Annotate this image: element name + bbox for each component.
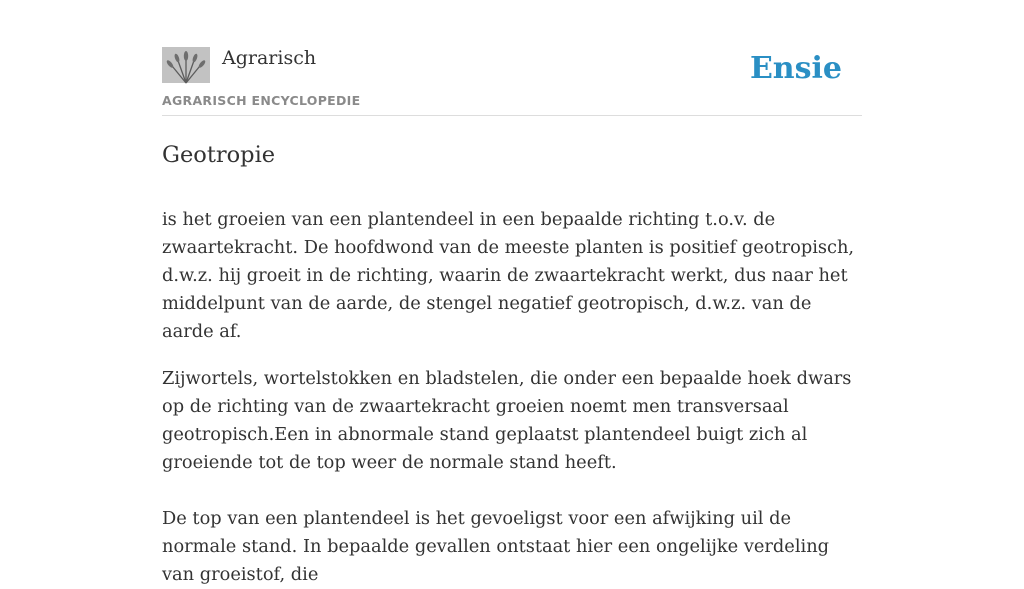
wheat-ears-icon[interactable] xyxy=(162,47,210,83)
article-paragraph: Zijwortels, wortelstokken en bladstelen, die onder een bepaalde hoek dwars op de richting van de zwaartekracht groeien noemt men transversaal geotropisch.Een in abnormale stand geplaatst plantendeel buigt zich al groeiende tot de top weer de normale stand heeft. xyxy=(162,368,852,473)
article xyxy=(162,140,862,589)
page-title: Geotropie xyxy=(162,142,276,168)
header xyxy=(162,0,862,116)
article-paragraph: De top van een plantendeel is het gevoeligst voor een afwijking uil de normale stand. In bepaalde gevallen ontstaat hier een ongelijke verdeling van groeistof, die xyxy=(162,508,830,585)
source-subtitle[interactable]: AGRARISCH ENCYCLOPEDIE xyxy=(162,93,361,108)
article-paragraph: is het groeien van een plantendeel in een bepaalde richting t.o.v. de zwaartekracht. De hoofdwond van de meeste planten is positief geotropisch, d.w.z. hij groeit in de richting, waarin de zwaartekracht werkt, dus naar het middelpunt van de aarde, de stengel negatief geotropisch, d.w.z. van de aarde af. xyxy=(162,209,855,342)
source-name[interactable]: Agrarisch xyxy=(222,47,317,69)
ensie-logo-link[interactable]: Ensie xyxy=(749,51,842,86)
